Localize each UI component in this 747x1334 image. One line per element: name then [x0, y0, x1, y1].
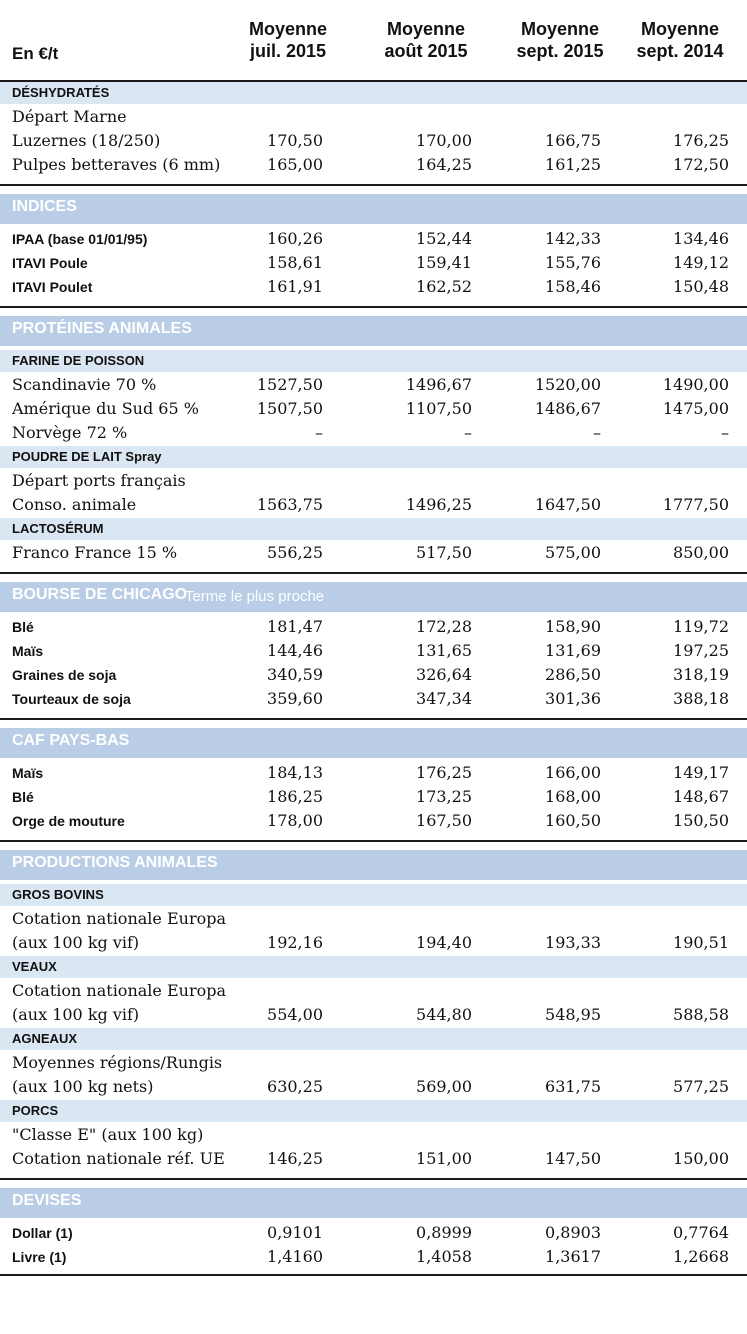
- row-value: 340,59: [267, 665, 323, 684]
- group-title: AGNEAUX: [12, 1031, 78, 1046]
- row-value: 181,47: [267, 617, 323, 636]
- group-title: GROS BOVINS: [12, 887, 104, 902]
- row-value: 197,25: [673, 641, 729, 660]
- row-value: 577,25: [673, 1077, 729, 1096]
- table-row: [0, 398, 747, 422]
- row-value: 155,76: [545, 253, 601, 272]
- row-value: 147,50: [545, 1149, 601, 1168]
- row-value: –: [464, 423, 472, 442]
- table-row: [0, 640, 747, 664]
- group-title: VEAUX: [12, 959, 57, 974]
- section-divider: [0, 306, 747, 308]
- row-value: 0,8903: [545, 1223, 601, 1242]
- row-value: 158,90: [545, 617, 601, 636]
- row-label: Franco France 15 %: [12, 543, 178, 562]
- row-value: 167,50: [416, 811, 472, 830]
- row-value: 318,19: [673, 665, 729, 684]
- row-value: 544,80: [416, 1005, 472, 1024]
- row-value: 170,00: [416, 131, 472, 150]
- column-header-line2: sept. 2015: [516, 41, 604, 61]
- row-label: Cotation nationale Europa: [12, 981, 226, 1000]
- row-value: 193,33: [545, 933, 601, 952]
- row-value: –: [721, 423, 729, 442]
- row-label: ITAVI Poule: [12, 255, 88, 271]
- row-value: 134,46: [673, 229, 729, 248]
- row-label: Norvège 72 %: [12, 423, 128, 442]
- row-label: Livre (1): [12, 1249, 67, 1265]
- row-value: 176,25: [673, 131, 729, 150]
- group-subheader: [0, 1100, 747, 1122]
- row-label: Dollar (1): [12, 1225, 73, 1241]
- table-row: [0, 470, 747, 494]
- row-value: 166,75: [545, 131, 601, 150]
- row-value: 194,40: [416, 933, 472, 952]
- group-subheader: [0, 884, 747, 906]
- row-value: 1,2668: [673, 1247, 729, 1266]
- table-row: [0, 106, 747, 130]
- group-subheader: [0, 446, 747, 468]
- table-row: [0, 664, 747, 688]
- row-label: Maïs: [12, 643, 44, 659]
- row-value: 162,52: [416, 277, 472, 296]
- section-band: [0, 1188, 747, 1218]
- row-value: 1496,67: [405, 375, 472, 394]
- row-value: 347,34: [416, 689, 472, 708]
- row-label: (aux 100 kg vif): [12, 1005, 140, 1024]
- row-label: Maïs: [12, 765, 44, 781]
- row-label: Cotation nationale réf. UE: [12, 1149, 225, 1168]
- row-value: 160,50: [545, 811, 601, 830]
- section-divider: [0, 1178, 747, 1180]
- column-header-aug-2015: [370, 18, 482, 62]
- row-value: 569,00: [416, 1077, 472, 1096]
- row-label: Orge de mouture: [12, 813, 125, 829]
- row-value: 161,25: [545, 155, 601, 174]
- row-label: IPAA (base 01/01/95): [12, 231, 148, 247]
- row-value: 131,69: [545, 641, 601, 660]
- column-header-line1: Moyenne: [248, 19, 327, 39]
- row-value: 150,00: [673, 1149, 729, 1168]
- table-row: [0, 276, 747, 300]
- row-value: 850,00: [673, 543, 729, 562]
- row-label: Cotation nationale Europa: [12, 909, 226, 928]
- group-subheader: [0, 350, 747, 372]
- section-title: DÉSHYDRATÉS: [12, 85, 110, 100]
- row-label: ITAVI Poulet: [12, 279, 93, 295]
- row-value: 161,91: [267, 277, 323, 296]
- section-title: DEVISES: [12, 1192, 82, 1209]
- row-value: 184,13: [267, 763, 323, 782]
- row-value: 119,72: [673, 617, 729, 636]
- row-value: 170,50: [267, 131, 323, 150]
- group-subheader: [0, 956, 747, 978]
- row-value: 0,9101: [267, 1223, 323, 1242]
- row-value: 142,33: [545, 229, 601, 248]
- row-value: 1647,50: [534, 495, 601, 514]
- table-row: [0, 228, 747, 252]
- table-row: [0, 1076, 747, 1100]
- table-row: [0, 374, 747, 398]
- row-label: Amérique du Sud 65 %: [12, 399, 199, 418]
- section-title-suffix: - Terme le plus proche: [176, 588, 325, 605]
- row-value: 172,50: [673, 155, 729, 174]
- row-value: 164,25: [416, 155, 472, 174]
- row-value: 1475,00: [662, 399, 729, 418]
- row-value: 150,48: [673, 277, 729, 296]
- row-value: 630,25: [267, 1077, 323, 1096]
- table-row: [0, 932, 747, 956]
- column-header-sep-2014: [624, 18, 736, 62]
- row-value: 1520,00: [534, 375, 601, 394]
- row-value: 158,61: [267, 253, 323, 272]
- table-row: [0, 980, 747, 1004]
- row-value: 1777,50: [662, 495, 729, 514]
- section-title: PRODUCTIONS ANIMALES: [12, 854, 218, 871]
- row-value: –: [593, 423, 601, 442]
- row-value: 1,4160: [267, 1247, 323, 1266]
- row-value: 160,26: [267, 229, 323, 248]
- section-divider: [0, 840, 747, 842]
- row-value: 0,7764: [673, 1223, 729, 1242]
- row-value: 152,44: [416, 229, 472, 248]
- row-value: 1107,50: [405, 399, 472, 418]
- section-divider: [0, 718, 747, 720]
- section-band: [0, 728, 747, 758]
- table-row: [0, 786, 747, 810]
- section-title: CAF PAYS-BAS: [12, 732, 130, 749]
- row-value: 150,50: [673, 811, 729, 830]
- row-label: Moyennes régions/Rungis: [12, 1053, 223, 1072]
- row-value: 1527,50: [256, 375, 323, 394]
- column-header-line2: sept. 2014: [636, 41, 724, 61]
- group-title: PORCS: [12, 1103, 59, 1118]
- column-header-line2: août 2015: [384, 41, 468, 61]
- row-value: 173,25: [416, 787, 472, 806]
- row-value: 517,50: [416, 543, 472, 562]
- row-value: 1563,75: [256, 495, 323, 514]
- row-value: 190,51: [673, 933, 729, 952]
- column-header-line1: Moyenne: [386, 19, 465, 39]
- group-subheader: [0, 1028, 747, 1050]
- column-header-line1: Moyenne: [640, 19, 719, 39]
- table-row: [0, 1052, 747, 1076]
- column-header-line2: juil. 2015: [249, 41, 327, 61]
- row-value: 151,00: [416, 1149, 472, 1168]
- row-value: 192,16: [267, 933, 323, 952]
- section-band: [0, 316, 747, 346]
- column-header-line1: Moyenne: [520, 19, 599, 39]
- row-label: (aux 100 kg vif): [12, 933, 140, 952]
- section-subheader: [0, 82, 747, 104]
- row-value: 631,75: [545, 1077, 601, 1096]
- row-value: 1486,67: [534, 399, 601, 418]
- column-header-sep-2015: [504, 18, 616, 62]
- unit-label: En €/t: [12, 44, 59, 63]
- section-title: BOURSE DE CHICAGO: [12, 586, 188, 603]
- row-value: 144,46: [267, 641, 323, 660]
- row-value: 131,65: [416, 641, 472, 660]
- section-band: [0, 850, 747, 880]
- column-header-jul-2015: [232, 18, 344, 62]
- row-label: Tourteaux de soja: [12, 691, 131, 707]
- table-row: [0, 1222, 747, 1246]
- group-subheader: [0, 518, 747, 540]
- table-row: [0, 542, 747, 566]
- row-label: Blé: [12, 789, 34, 805]
- table-row: [0, 494, 747, 518]
- row-value: 172,28: [416, 617, 472, 636]
- section-divider: [0, 572, 747, 574]
- row-value: 359,60: [267, 689, 323, 708]
- table-header: [0, 0, 747, 82]
- row-value: 178,00: [267, 811, 323, 830]
- row-value: 588,58: [673, 1005, 729, 1024]
- row-value: 1,3617: [545, 1247, 601, 1266]
- row-value: 159,41: [416, 253, 472, 272]
- table-row: [0, 1246, 747, 1270]
- row-value: 1507,50: [256, 399, 323, 418]
- row-label: Pulpes betteraves (6 mm): [12, 155, 221, 174]
- table-row: [0, 1124, 747, 1148]
- row-label: Conso. animale: [12, 495, 137, 514]
- section-title: INDICES: [12, 198, 77, 215]
- row-value: 548,95: [545, 1005, 601, 1024]
- table-row: [0, 810, 747, 834]
- row-label: (aux 100 kg nets): [12, 1077, 154, 1096]
- table-row: [0, 130, 747, 154]
- row-value: 575,00: [545, 543, 601, 562]
- row-value: 556,25: [267, 543, 323, 562]
- group-title: POUDRE DE LAIT Spray: [12, 449, 162, 464]
- section-title: PROTÉINES ANIMALES: [12, 320, 192, 337]
- row-value: 1496,25: [405, 495, 472, 514]
- row-label: Blé: [12, 619, 34, 635]
- row-value: 149,17: [673, 763, 729, 782]
- table-row: [0, 1148, 747, 1172]
- row-value: 149,12: [673, 253, 729, 272]
- row-value: 176,25: [416, 763, 472, 782]
- table-row: [0, 422, 747, 446]
- section-band: [0, 194, 747, 224]
- table-row: [0, 616, 747, 640]
- table-row: [0, 1004, 747, 1028]
- row-value: 286,50: [545, 665, 601, 684]
- row-value: 158,46: [545, 277, 601, 296]
- row-label: Luzernes (18/250): [12, 131, 161, 150]
- table-row: [0, 688, 747, 712]
- row-label: Départ ports français: [12, 471, 186, 490]
- group-title: FARINE DE POISSON: [12, 353, 145, 368]
- group-title: LACTOSÉRUM: [12, 521, 104, 536]
- row-label: Scandinavie 70 %: [12, 375, 157, 394]
- row-value: 1,4058: [416, 1247, 472, 1266]
- row-label: Graines de soja: [12, 667, 117, 683]
- row-value: 388,18: [673, 689, 729, 708]
- table-bottom-rule: [0, 1274, 747, 1276]
- table-row: [0, 762, 747, 786]
- row-label: "Classe E" (aux 100 kg): [12, 1125, 204, 1144]
- row-value: 326,64: [416, 665, 472, 684]
- row-value: 0,8999: [416, 1223, 472, 1242]
- row-value: 148,67: [673, 787, 729, 806]
- row-value: 554,00: [267, 1005, 323, 1024]
- section-band: [0, 582, 747, 612]
- row-value: 168,00: [545, 787, 601, 806]
- table-row: [0, 252, 747, 276]
- row-value: 165,00: [267, 155, 323, 174]
- row-label: Départ Marne: [12, 107, 127, 126]
- row-value: 166,00: [545, 763, 601, 782]
- row-value: 186,25: [267, 787, 323, 806]
- section-divider: [0, 184, 747, 186]
- row-value: 146,25: [267, 1149, 323, 1168]
- table-row: [0, 908, 747, 932]
- row-value: 1490,00: [662, 375, 729, 394]
- table-row: [0, 154, 747, 178]
- row-value: 301,36: [545, 689, 601, 708]
- row-value: –: [315, 423, 323, 442]
